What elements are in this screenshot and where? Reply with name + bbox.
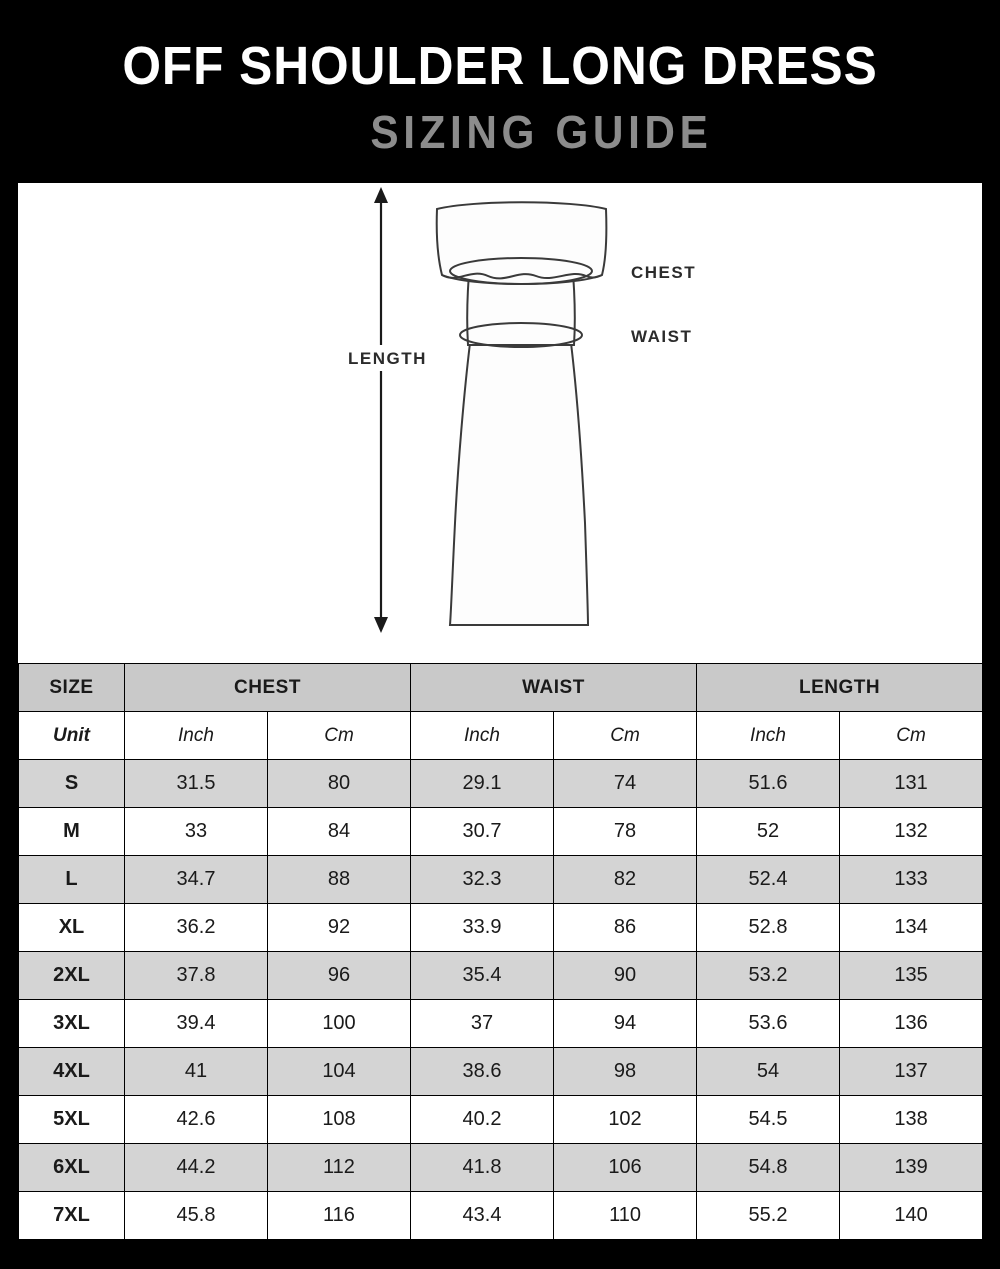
page-header [0,0,1000,183]
cell-length-cm: 134 [840,904,983,952]
table-row [19,1000,983,1048]
cell-waist-cm: 106 [554,1144,697,1192]
length-arrow-head-bottom [374,617,388,633]
cell-waist-inch: 38.6 [411,1048,554,1096]
table-row [19,952,983,1000]
cell-waist-inch: 32.3 [411,856,554,904]
cell-waist-cm: 90 [554,952,697,1000]
cell-waist-cm: 78 [554,808,697,856]
table-row [19,904,983,952]
cell-chest-cm: 112 [268,1144,411,1192]
cell-waist-cm: 82 [554,856,697,904]
cell-length-cm: 139 [840,1144,983,1192]
cell-size: S [19,760,125,808]
cell-waist-cm: 98 [554,1048,697,1096]
cell-length-cm: 132 [840,808,983,856]
table-row [19,1144,983,1192]
cell-length-inch: 51.6 [697,760,840,808]
header-size: SIZE [19,664,125,712]
dress-outline [437,203,607,626]
cell-chest-cm: 96 [268,952,411,1000]
cell-chest-inch: 42.6 [125,1096,268,1144]
length-label: LENGTH [348,349,427,369]
cell-chest-cm: 108 [268,1096,411,1144]
table-row [19,1192,983,1240]
cell-waist-cm: 110 [554,1192,697,1240]
cell-chest-inch: 31.5 [125,760,268,808]
cell-waist-inch: 29.1 [411,760,554,808]
cell-chest-inch: 37.8 [125,952,268,1000]
cell-waist-cm: 74 [554,760,697,808]
unit-length-inch: Inch [697,712,840,760]
cell-size: 6XL [19,1144,125,1192]
unit-waist-cm: Cm [554,712,697,760]
cell-chest-cm: 104 [268,1048,411,1096]
cell-waist-inch: 43.4 [411,1192,554,1240]
page-title: OFF SHOULDER LONG DRESS [122,36,878,96]
unit-label: Unit [19,712,125,760]
page-subtitle: SIZING GUIDE [370,105,713,158]
waist-label: WAIST [631,327,693,347]
unit-length-cm: Cm [840,712,983,760]
cell-chest-cm: 80 [268,760,411,808]
cell-chest-cm: 100 [268,1000,411,1048]
unit-waist-inch: Inch [411,712,554,760]
cell-chest-inch: 45.8 [125,1192,268,1240]
header-length: LENGTH [697,664,983,712]
cell-size: 4XL [19,1048,125,1096]
table-row [19,760,983,808]
cell-chest-inch: 44.2 [125,1144,268,1192]
table-head [19,664,983,760]
cell-chest-inch: 41 [125,1048,268,1096]
length-arrow-head-top [374,187,388,203]
cell-chest-inch: 34.7 [125,856,268,904]
cell-chest-cm: 116 [268,1192,411,1240]
cell-waist-inch: 30.7 [411,808,554,856]
cell-length-cm: 131 [840,760,983,808]
cell-size: XL [19,904,125,952]
cell-waist-cm: 102 [554,1096,697,1144]
table-row [19,1096,983,1144]
cell-waist-inch: 35.4 [411,952,554,1000]
cell-size: 2XL [19,952,125,1000]
table-row [19,808,983,856]
cell-length-inch: 52 [697,808,840,856]
cell-size: 7XL [19,1192,125,1240]
cell-chest-inch: 39.4 [125,1000,268,1048]
cell-chest-cm: 84 [268,808,411,856]
header-waist: WAIST [411,664,697,712]
cell-length-cm: 135 [840,952,983,1000]
chest-label: CHEST [631,263,697,283]
cell-waist-inch: 41.8 [411,1144,554,1192]
cell-length-cm: 138 [840,1096,983,1144]
cell-length-inch: 54 [697,1048,840,1096]
size-table [18,663,983,1240]
cell-length-inch: 53.2 [697,952,840,1000]
cell-chest-cm: 88 [268,856,411,904]
cell-length-cm: 137 [840,1048,983,1096]
table-unit-row [19,712,983,760]
cell-length-cm: 136 [840,1000,983,1048]
cell-size: 3XL [19,1000,125,1048]
cell-length-cm: 140 [840,1192,983,1240]
dress-diagram-svg [18,183,982,663]
table-group-header-row [19,664,983,712]
cell-waist-inch: 33.9 [411,904,554,952]
cell-chest-cm: 92 [268,904,411,952]
cell-length-cm: 133 [840,856,983,904]
cell-length-inch: 54.8 [697,1144,840,1192]
table-row [19,856,983,904]
table-body [19,760,983,1240]
size-table-container [18,663,982,1240]
cell-length-inch: 55.2 [697,1192,840,1240]
cell-chest-inch: 36.2 [125,904,268,952]
dress-diagram [18,183,982,663]
cell-waist-cm: 86 [554,904,697,952]
cell-length-inch: 52.4 [697,856,840,904]
cell-chest-inch: 33 [125,808,268,856]
unit-chest-cm: Cm [268,712,411,760]
cell-length-inch: 52.8 [697,904,840,952]
table-row [19,1048,983,1096]
header-chest: CHEST [125,664,411,712]
cell-size: M [19,808,125,856]
cell-length-inch: 53.6 [697,1000,840,1048]
cell-waist-inch: 37 [411,1000,554,1048]
cell-size: L [19,856,125,904]
unit-chest-inch: Inch [125,712,268,760]
cell-length-inch: 54.5 [697,1096,840,1144]
cell-waist-inch: 40.2 [411,1096,554,1144]
cell-waist-cm: 94 [554,1000,697,1048]
cell-size: 5XL [19,1096,125,1144]
